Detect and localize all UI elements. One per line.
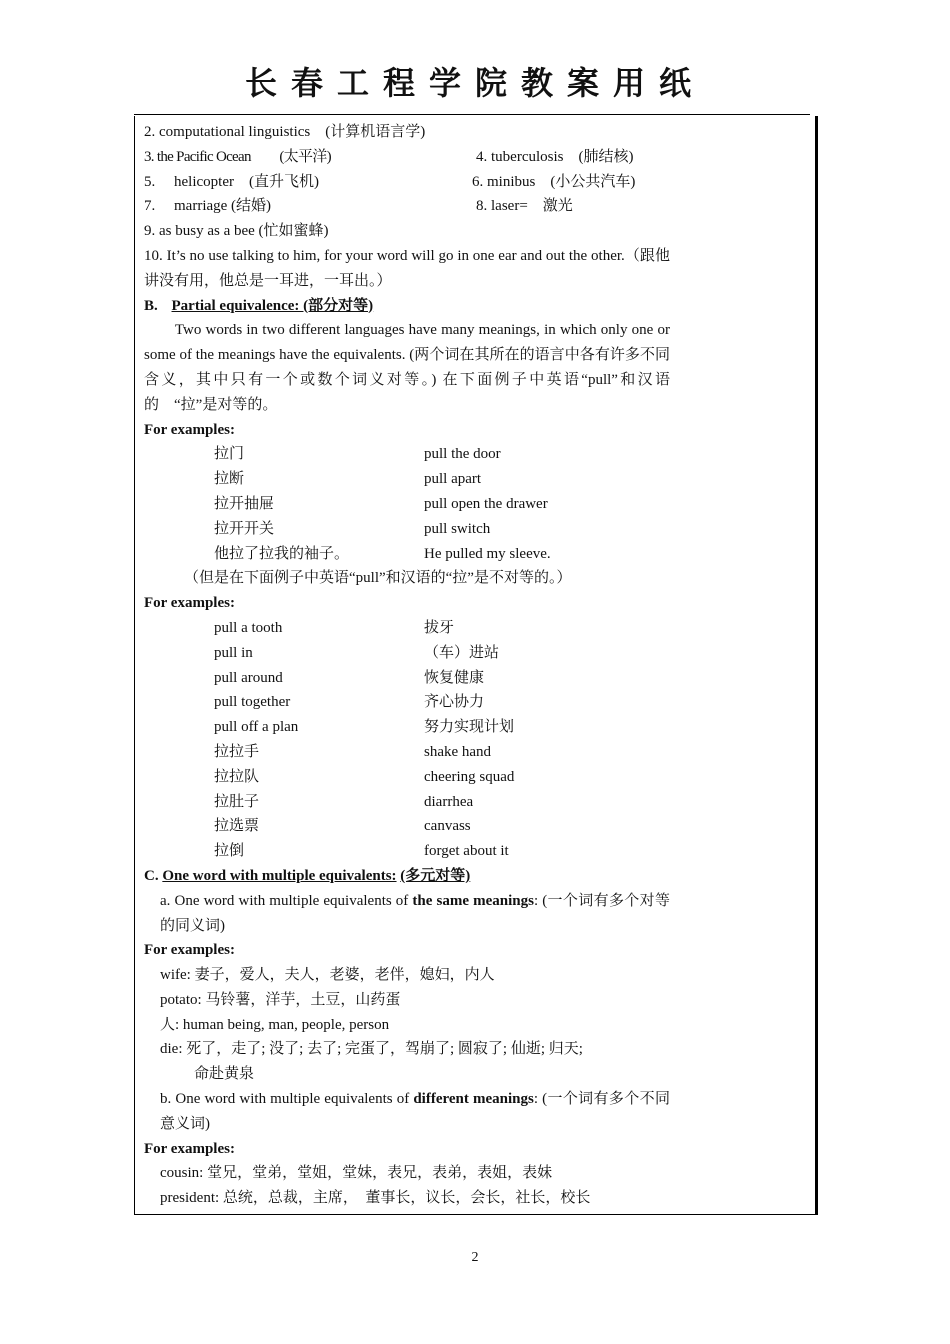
- para-text: : (一个词有多个不同意义词): [160, 1091, 670, 1132]
- item-text: 7. marriage (结婚): [144, 198, 272, 215]
- example-left: 他拉了拉我的袖子。: [214, 545, 350, 562]
- example-right: forget about it: [424, 843, 509, 860]
- example-row: [144, 517, 670, 542]
- section-c-a-paragraph: [144, 889, 670, 939]
- example-right: （车）进站: [424, 644, 500, 661]
- section-a-item-9: [144, 219, 670, 244]
- example-left: 拉拉队: [214, 768, 260, 785]
- example-right: 努力实现计划: [424, 719, 515, 736]
- section-b-heading: [144, 294, 670, 319]
- example-left: 拉断: [214, 471, 245, 488]
- examples-label: For examples:: [144, 1140, 235, 1157]
- example-row: [144, 666, 670, 691]
- section-c-b-paragraph: [144, 1087, 670, 1137]
- section-marker: B.: [144, 297, 158, 314]
- section-a-item-10: 10. It’s no use talking to him, for your word will go in one ear and out the other.（跟他讲没有用，他总是一耳进，一耳出。）: [144, 247, 670, 289]
- example-right: 拔牙: [424, 619, 455, 636]
- example-row: [144, 467, 670, 492]
- example-left: pull off a plan: [214, 719, 299, 736]
- section-a-item-7-8: [144, 194, 670, 219]
- example-right: He pulled my sleeve.: [424, 545, 551, 562]
- example-left: 拉门: [214, 446, 245, 463]
- para-text: b. One word with multiple equivalents of: [160, 1091, 414, 1108]
- example-left: 拉开抽屉: [214, 495, 275, 512]
- example-line: 人: human being, man, people, person: [160, 1016, 390, 1033]
- para-text: a. One word with multiple equivalents of: [160, 892, 413, 909]
- example-left: pull a tooth: [214, 619, 283, 636]
- examples-label: For examples:: [144, 942, 235, 959]
- example-line: cousin: 堂兄，堂弟，堂姐，堂妹，表兄，表弟，表姐，表妹: [160, 1165, 553, 1182]
- example-left: 拉拉手: [214, 743, 260, 760]
- example-line: president: 总统，总裁，主席， 董事长，议长，会长，社长，校长: [160, 1190, 591, 1207]
- section-c-heading: [144, 864, 670, 889]
- page-number: 2: [471, 1250, 479, 1265]
- para-emphasis: the same meanings: [412, 892, 534, 909]
- example-row: [144, 641, 670, 666]
- item-text: 5. helicopter (直升飞机): [144, 173, 319, 190]
- example-right: canvass: [424, 818, 471, 835]
- section-heading: One word with multiple equivalents:: [162, 867, 397, 884]
- example-row: [144, 814, 670, 839]
- example-left: 拉选票: [214, 818, 260, 835]
- section-a-item-2: [144, 120, 670, 145]
- example-right: diarrhea: [424, 793, 474, 810]
- example-left: pull in: [214, 644, 253, 661]
- section-b-paragraph: Two words in two different languages have many meanings, in which only one or some of the meanings have the equivalents. (两个词在其所在的语言中各有许多不同含义，其中只有一个或数个词义对等。) 在下面例子中英语“pull”和汉语的 “拉”是对等的。: [144, 322, 670, 413]
- example-row: [144, 616, 670, 641]
- example-left: 拉开开关: [214, 520, 275, 537]
- example-row: [144, 442, 670, 467]
- item-text: 3. the Pacific Ocean (太平洋): [144, 148, 331, 165]
- example-left: pull around: [214, 669, 283, 686]
- examples-label: For examples:: [144, 421, 235, 438]
- examples-label: For examples:: [144, 595, 235, 612]
- section-marker: C.: [144, 867, 159, 884]
- example-right: pull switch: [424, 520, 491, 537]
- example-right: pull open the drawer: [424, 495, 548, 512]
- example-right: 恢复健康: [424, 669, 485, 686]
- para-emphasis: different meanings: [413, 1091, 534, 1108]
- non-equivalence-note: （但是在下面例子中英语“pull”和汉语的“拉”是不对等的。）: [184, 570, 572, 587]
- example-row: [144, 542, 670, 567]
- example-left: 拉倒: [214, 843, 245, 860]
- item-text: 8. laser= 激光: [476, 198, 573, 215]
- example-line: 命赴黄泉: [194, 1066, 255, 1083]
- example-row: [144, 715, 670, 740]
- para-text: : (一个词有多个对等的同义词): [160, 892, 670, 934]
- item-text: 4. tuberculosis (肺结核): [476, 148, 634, 165]
- example-right: cheering squad: [424, 768, 515, 785]
- example-right: pull apart: [424, 471, 482, 488]
- item-text: 2. computational linguistics (计算机语言学): [144, 124, 426, 140]
- example-line: wife: 妻子，爱人，夫人，老婆，老伴，媳妇，内人: [160, 967, 495, 984]
- lesson-content: [144, 120, 670, 1211]
- example-right: shake hand: [424, 743, 492, 760]
- example-right: 齐心协力: [424, 694, 485, 711]
- section-a-item-3-4: [144, 145, 670, 170]
- section-heading-cn: (多元对等): [400, 867, 471, 884]
- example-row: [144, 765, 670, 790]
- example-row: [144, 839, 670, 864]
- example-line: potato: 马铃薯，洋芋，土豆，山药蛋: [160, 991, 401, 1008]
- example-row: [144, 492, 670, 517]
- header-rule: [134, 114, 810, 115]
- page-header-title: 长春工程学院教案用纸: [244, 64, 705, 102]
- example-row: [144, 790, 670, 815]
- example-left: pull together: [214, 694, 291, 711]
- item-text: 6. minibus (小公共汽车): [472, 173, 636, 190]
- example-row: [144, 690, 670, 715]
- section-heading: Partial equivalence: (部分对等): [171, 297, 374, 314]
- example-line: die: 死了，走了; 没了; 去了; 完蛋了，驾崩了; 圆寂了; 仙逝; 归天;: [160, 1041, 583, 1058]
- example-row: [144, 740, 670, 765]
- section-a-item-5-6: [144, 170, 670, 195]
- item-text: 9. as busy as a bee (忙如蜜蜂): [144, 223, 329, 240]
- example-right: pull the door: [424, 446, 501, 463]
- example-left: 拉肚子: [214, 793, 260, 810]
